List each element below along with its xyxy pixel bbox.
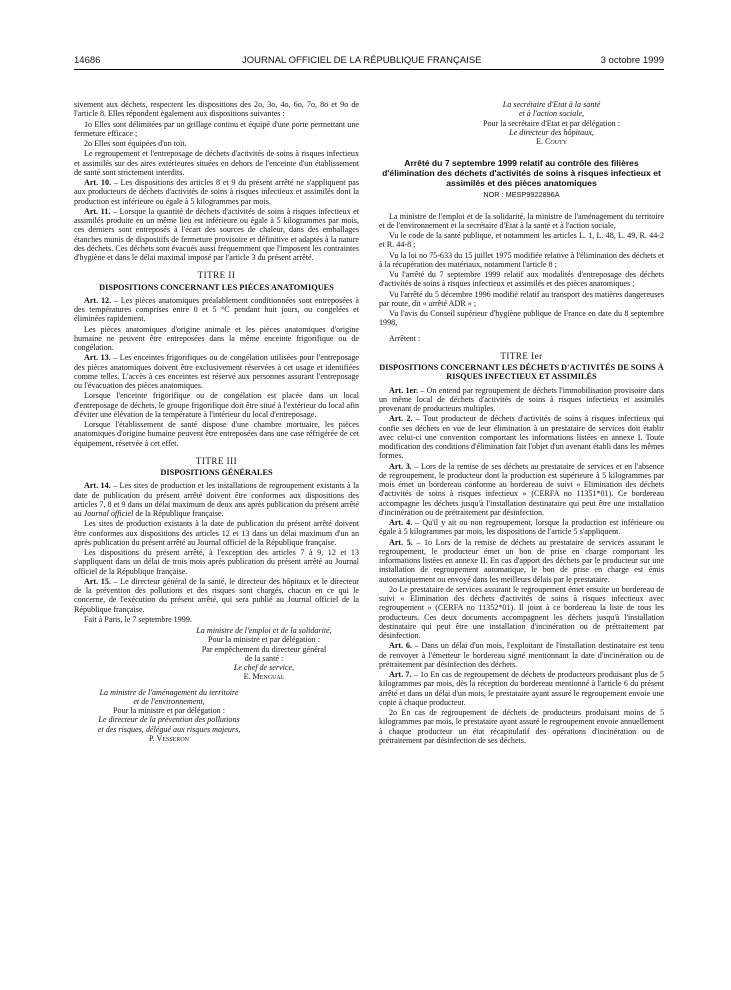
article-11: Art. 11. – Lorsque la quantité de déchets d'activités de soins à risques infectieux et assimilés produite en un même lieu est inférieure ou égale à 5 kilogrammes par mois, ces derniers sont entreposés à l'écart des sources de chaleur, dans des emballages étanches munis de dispositifs de fermeture provisoire et définitive et adaptés à la nature des déchets. Ces déchets sont évacués aussi fréquemment que l'imposent les contraintes d'hygiène et dans le délai maximal imposé par l'article 3 du présent arrêté. — [74, 206, 359, 262]
paragraph: Le regroupement et l'entreposage de déchets d'activités de soins à risques infectieux et assimilés sur des aires extérieures situées en dehors de l'enceinte d'un établissement de santé sont strictement interdits. — [74, 149, 359, 177]
right-column — [379, 100, 664, 746]
section-heading: DISPOSITIONS CONCERNANT LES PIÈCES ANATOMIQUES — [99, 282, 334, 292]
paragraph: La ministre de l'emploi et de la solidarité, la ministre de l'aménagement du territoire et de l'environnement et la secrétaire d'Etat à la santé et à l'action sociale, — [379, 211, 664, 230]
article-1: Art. 1er. – On entend par regroupement de déchets l'immobilisation provisoire dans un même local de déchets d'activités de soins à risques infectieux et assimilés provenant de producteurs multiples. — [379, 385, 664, 413]
article-6: Art. 6. – Dans un délai d'un mois, l'exploitant de l'installation destinataire est tenu de renvoyer à l'émetteur le bordereau signé mentionnant la date d'incinération ou de prétraitement par désinfection des déchets. — [379, 641, 665, 669]
paragraph: 2o Elles sont équipées d'un toit. — [84, 139, 187, 148]
section-heading: DISPOSITIONS CONCERNANT LES DÉCHETS D'ACTIVITÉS DE SOINS À RISQUES INFECTIEUX ET ASSIMILÉS — [379, 363, 664, 382]
paragraph: Vu l'arrêté du 7 septembre 1999 relatif aux modalités d'entreposage des déchets d'activités de soins à risques infectieux et assimilés et des pièces anatomiques ; — [379, 270, 664, 289]
article-number: Art. 11. — [84, 206, 111, 216]
signing-place-date: Fait à Paris, le 7 septembre 1999. — [84, 614, 192, 624]
article-number: Art. 14. — [84, 481, 111, 491]
article-5: Art. 5. – 1o Lors de la remise de déchets au prestataire de services assurant le regroupement, le producteur émet un bon de prise en charge comportant les informations listées en annexe II. En cas d'apport des déchets par le producteur sur une installation de regroupement automatique, le bon de prise en charge est émis automatiquement ou envoyé dans les meilleurs délais par le prestataire. — [379, 537, 665, 584]
section-heading: DISPOSITIONS GÉNÉRALES — [160, 468, 273, 477]
article-10: Art. 10. – Les dispositions des articles 8 et 9 du présent arrêté ne s'appliquent pas aux producteurs de déchets d'activités de soins à risques infectieux et assimilés dont la production est inférieure ou égale à 5 kilogrammes par mois. — [74, 178, 359, 206]
issue-date: 3 octobre 1999 — [600, 55, 664, 66]
paragraph: Les pièces anatomiques d'origine animale et les pièces anatomiques d'origine humaine ne peuvent être entreposées dans la même enceinte frigorifique ou de congélation. — [74, 324, 359, 352]
header-rule — [74, 69, 664, 70]
article-number: Art. 5. — [389, 537, 413, 547]
paragraph: Vu la loi no 75-633 du 15 juillet 1975 modifiée relative à l'élimination des déchets et à la récupération des matériaux, notamment l'article 8 ; — [379, 250, 664, 269]
article-number: Art. 13. — [84, 353, 111, 363]
article-number: Art. 3. — [389, 461, 412, 471]
paragraph: Vu l'arrêté du 5 décembre 1996 modifié relatif au transport des matières dangereuses par route, dit « arrêté ADR » ; — [379, 289, 664, 308]
title-heading: TITRE Ier — [500, 350, 543, 361]
article-number: Art. 1er. — [389, 385, 418, 395]
paragraph: Lorsque l'établissement de santé dispose d'une chambre mortuaire, les pièces anatomiques d'origine humaine peuvent être entreposées dans une case réfrigérée de cet équipement, réservée à cet effet. — [74, 420, 359, 448]
article-number: Art. 2. — [389, 414, 413, 424]
paragraph: sivement aux déchets, respectent les dispositions des 2o, 3o, 4o, 6o, 7o, 8o et 9o de l'article 8. Elles répondent également aux dispositions suivantes : — [74, 100, 359, 119]
left-column — [74, 100, 359, 743]
article-12: Art. 12. – Les pièces anatomiques préalablement conditionnées sont entreposées à des températures comprises entre 0 et 5 °C pendant huit jours, ou congelées et éliminées rapidement. — [74, 295, 360, 324]
decree-title: Arrêté du 7 septembre 1999 relatif au contrôle des filières d'élimination des déchets d'activités de soins à risques infectieux et assimilés et des pièces anatomiques — [382, 158, 661, 189]
article-15: Art. 15. – Le directeur général de la santé, le directeur des hôpitaux et le directeur de la prévention des pollutions et des risques sont chargés, chacun en ce qui le concerne, de l'exécution du présent arrêté, qui sera publié au Journal officiel de la République française. — [74, 576, 360, 614]
article-7: Art. 7. – 1o En cas de regroupement de déchets de producteurs produisant plus de 5 kilogrammes par mois, dès la réception du bordereau mentionné à l'article 6 du présent arrêté et dans un délai d'un mois, le prestataire ayant assuré le regroupement envoie une copie à chaque producteur. — [379, 670, 665, 707]
article-4: Art. 4. – Qu'il y ait ou non regroupement, lorsque la production est inférieure ou égale à 5 kilogrammes par mois, les dispositions de l'article 5 s'appliquent. — [379, 518, 664, 537]
article-number: Art. 4. — [389, 518, 413, 527]
paragraph: Lorsque l'enceinte frigorifique ou de congélation est placée dans un local d'entreposage de déchets, le groupe frigorifique doit être situé à l'extérieur du local afin d'éviter une élévation de la température à l'intérieur du local d'entreposage. — [74, 391, 359, 419]
nor-reference: NOR : MESP9922896A — [483, 190, 560, 200]
article-number: Art. 12. — [84, 295, 112, 305]
article-14: Art. 14. – Les sites de production et les installations de regroupement existants à la date de publication du présent arrêté doivent être conformes aux dispositions des articles 7, 8 et 9 dans un délai maximum de deux ans après publication du présent arrêté au Journal officiel de la République française. — [74, 481, 360, 518]
page-number: 14686 — [74, 55, 101, 66]
signature-block-1: La ministre de l'emploi et de la solidarité, Pour la ministre et par délégation : Par empêchement du directeur général de la santé : Le chef de service, E. Mengual — [196, 626, 332, 682]
paragraph: Vu l'avis du Conseil supérieur d'hygiène publique de France en date du 8 septembre 1998, — [379, 309, 664, 328]
signature-block-3: La secrétaire d'Etat à la santé et à l'action sociale, Pour la secrétaire d'Etat et par délégation : Le directeur des hôpitaux, E. Couty — [483, 100, 620, 146]
article-number: Art. 7. — [389, 670, 412, 679]
signature-block-2: La ministre de l'aménagement du territoire et de l'environnement, Pour la ministre et par délégation : Le directeur de la prévention des pollutions et des risques, délégué aux risques majeurs, P. Vesseron — [97, 687, 241, 743]
journal-title: JOURNAL OFFICIEL DE LA RÉPUBLIQUE FRANÇAISE — [242, 55, 482, 66]
paragraph: 2o Le prestataire de services assurant le regroupement émet ensuite un bordereau de suivi « Elimination des déchets d'activités de soins à risques infectieux avec regroupement » (CERFA no 11352*01). Il joint à ce bordereau la liste de tous les producteurs. Ces deux documents accompagnent les déchets jusqu'à l'installation destinataire qui peut être une installation d'incinération ou de prétraitement par désinfection. — [379, 584, 664, 640]
article-3: Art. 3. – Lors de la remise de ses déchets au prestataire de services et en l'absence de regroupement, le producteur dont la production est supérieure à 5 kilogrammes par mois émet un bordereau conforme au bordereau de suivi « Elimination des déchets d'activités de soins à risques infectieux » (CERFA no 11351*01). Ce bordereau accompagne les déchets jusqu'à l'installation destinataire qui peut être une installation d'incinération ou de prétraitement par désinfection. — [379, 461, 664, 517]
article-number: Art. 6. — [389, 641, 412, 651]
paragraph: Les dispositions du présent arrêté, à l'exception des articles 7 à 9, 12 et 13 s'appliquent dans un délai de trois mois après publication du présent arrêté au Journal officiel de la République française. — [74, 548, 359, 576]
paragraph: 2o En cas de regroupement de déchets de producteurs produisant moins de 5 kilogrammes par mois, le prestataire ayant assuré le regroupement envoie annuellement à chaque producteur un état récapitulatif des opérations d'incinération ou de prétraitement par désinfection de ses déchets. — [379, 708, 664, 745]
paragraph: Les sites de production existants à la date de publication du présent arrêté doivent être conformes aux dispositions des articles 12 et 13 dans un délai maximum d'un an après publication du présent arrêté au Journal officiel de la République française. — [74, 519, 359, 547]
title-heading: TITRE II — [197, 270, 236, 281]
paragraph: 1o Elles sont délimitées par un grillage continu et équipé d'une porte permettant une fermeture efficace ; — [74, 119, 359, 138]
article-number: Art. 15. — [84, 576, 111, 586]
title-heading: TITRE III — [195, 455, 238, 466]
page-header — [74, 55, 664, 69]
article-13: Art. 13. – Les enceintes frigorifiques ou de congélation utilisées pour l'entreposage des pièces anatomiques doivent être exclusivement réservées à cet usage et identifiées comme telles. L'accès à ces enceintes est réservé aux personnes assurant l'entreposage ou l'évacuation des pièces anatomiques. — [74, 353, 359, 390]
paragraph: Vu le code de la santé publique, et notamment les articles L. 1, L. 48, L. 49, R. 44-2 et R. 44-8 ; — [379, 231, 664, 250]
article-2: Art. 2. – Tout producteur de déchets d'activités de soins à risques infectieux qui confie ses déchets en vue de leur élimination à un prestataire de services doit établir avec celui-ci une convention comportant les informations listées en annexe I. Toute modification des conditions d'élimination fait l'objet d'un avenant établi dans les mêmes formes. — [379, 414, 665, 461]
article-number: Art. 10. — [84, 178, 112, 187]
arretent: Arrêtent : — [389, 333, 421, 343]
